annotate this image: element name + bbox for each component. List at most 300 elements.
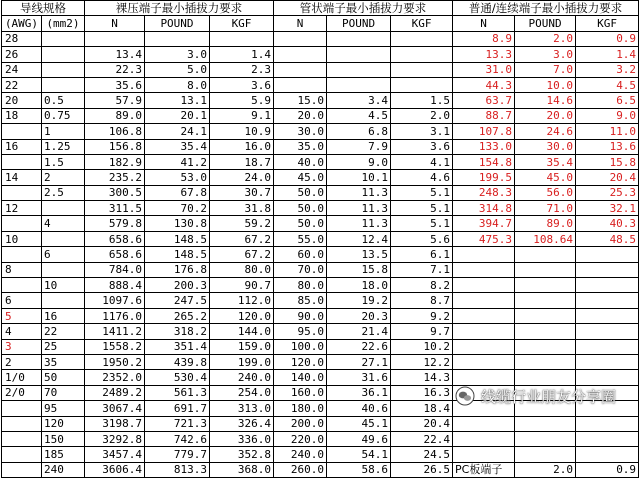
- cell-bare-n: 311.5: [85, 201, 145, 216]
- cell-common-kgf: 25.3: [576, 185, 639, 200]
- cell-common-pound: 30.0: [515, 139, 576, 154]
- watermark: [455, 383, 616, 409]
- cell-mm2: 2: [42, 170, 85, 185]
- cell-tube-kgf: 4.1: [391, 154, 453, 169]
- cell-tube-kgf: 9.2: [391, 308, 453, 323]
- header-unit-row: [2, 16, 639, 31]
- chat-bubble-icon: [455, 386, 475, 406]
- cell-common-n: 8.9: [453, 31, 515, 46]
- cell-bare-n: [85, 31, 145, 46]
- cell-common-kgf: 20.4: [576, 170, 639, 185]
- header-bare-n: N: [85, 16, 145, 31]
- cell-awg: [2, 462, 42, 477]
- cell-bare-pound: 742.6: [145, 431, 210, 446]
- cell-common-pound: 20.0: [515, 108, 576, 123]
- cell-mm2: 1.5: [42, 154, 85, 169]
- cell-bare-pound: 813.3: [145, 462, 210, 477]
- table-row: [2, 139, 639, 154]
- cell-awg: [2, 124, 42, 139]
- cell-common-n: [453, 431, 515, 446]
- cell-tube-pound: 11.3: [327, 201, 391, 216]
- table-row: [2, 62, 639, 77]
- cell-tube-pound: [327, 31, 391, 46]
- cell-bare-pound: 691.7: [145, 401, 210, 416]
- cell-common-kgf: 9.0: [576, 108, 639, 123]
- cell-bare-n: 1950.2: [85, 354, 145, 369]
- cell-mm2: 4: [42, 216, 85, 231]
- table-row: [2, 431, 639, 446]
- cell-awg: [2, 416, 42, 431]
- cell-common-kgf: [576, 308, 639, 323]
- table-row: [2, 77, 639, 92]
- cell-awg: 16: [2, 139, 42, 154]
- cell-common-n: [453, 293, 515, 308]
- cell-awg: [2, 185, 42, 200]
- cell-tube-pound: 22.6: [327, 339, 391, 354]
- cell-common-kgf: 48.5: [576, 231, 639, 246]
- cell-bare-n: 89.0: [85, 108, 145, 123]
- cell-bare-pound: 5.0: [145, 62, 210, 77]
- cell-tube-kgf: 2.0: [391, 108, 453, 123]
- cell-awg: 26: [2, 47, 42, 62]
- cell-bare-kgf: 16.0: [210, 139, 274, 154]
- cell-tube-n: 30.0: [274, 124, 327, 139]
- table-row: [2, 216, 639, 231]
- cell-tube-n: 160.0: [274, 385, 327, 400]
- cell-common-pound: 3.0: [515, 47, 576, 62]
- cell-bare-kgf: 9.1: [210, 108, 274, 123]
- cell-common-pound: [515, 278, 576, 293]
- cell-tube-pound: 21.4: [327, 324, 391, 339]
- cell-tube-kgf: 12.2: [391, 354, 453, 369]
- cell-common-n: 63.7: [453, 93, 515, 108]
- cell-tube-kgf: 4.6: [391, 170, 453, 185]
- cell-tube-kgf: 18.4: [391, 401, 453, 416]
- cell-tube-n: 70.0: [274, 262, 327, 277]
- cell-tube-kgf: [391, 31, 453, 46]
- cell-common-pound: [515, 431, 576, 446]
- cell-common-pound: [515, 293, 576, 308]
- header-common-kgf: KGF: [576, 16, 639, 31]
- cell-common-kgf: [576, 278, 639, 293]
- header-tube-n: N: [274, 16, 327, 31]
- cell-common-n: PC板端子: [453, 462, 515, 477]
- cell-bare-n: 658.6: [85, 247, 145, 262]
- cell-bare-pound: 176.8: [145, 262, 210, 277]
- cell-tube-n: 55.0: [274, 231, 327, 246]
- cell-bare-n: 2352.0: [85, 370, 145, 385]
- cell-bare-n: 3606.4: [85, 462, 145, 477]
- header-bare-pound: POUND: [145, 16, 210, 31]
- cell-bare-n: 156.8: [85, 139, 145, 154]
- cell-tube-pound: 13.5: [327, 247, 391, 262]
- cell-common-kgf: [576, 447, 639, 462]
- cell-awg: 24: [2, 62, 42, 77]
- cell-bare-pound: 530.4: [145, 370, 210, 385]
- cell-mm2: 1.25: [42, 139, 85, 154]
- cell-tube-pound: 54.1: [327, 447, 391, 462]
- cell-common-kgf: 0.9: [576, 31, 639, 46]
- cell-common-n: 88.7: [453, 108, 515, 123]
- header-bare-kgf: KGF: [210, 16, 274, 31]
- cell-common-pound: [515, 247, 576, 262]
- cell-tube-pound: [327, 47, 391, 62]
- cell-tube-kgf: 9.7: [391, 324, 453, 339]
- cell-common-kgf: 1.4: [576, 47, 639, 62]
- cell-common-pound: 89.0: [515, 216, 576, 231]
- cell-common-kgf: [576, 339, 639, 354]
- cell-tube-pound: 27.1: [327, 354, 391, 369]
- table-row: [2, 293, 639, 308]
- cell-tube-n: 120.0: [274, 354, 327, 369]
- cell-tube-kgf: 3.6: [391, 139, 453, 154]
- cell-common-n: [453, 308, 515, 323]
- cell-bare-pound: 439.8: [145, 354, 210, 369]
- cell-bare-kgf: 18.7: [210, 154, 274, 169]
- cell-common-pound: 14.6: [515, 93, 576, 108]
- cell-common-n: [453, 247, 515, 262]
- cell-common-n: [453, 416, 515, 431]
- cell-bare-n: 3198.7: [85, 416, 145, 431]
- cell-bare-pound: 721.3: [145, 416, 210, 431]
- cell-bare-pound: 41.2: [145, 154, 210, 169]
- cell-mm2: 22: [42, 324, 85, 339]
- cell-mm2: 25: [42, 339, 85, 354]
- cell-awg: [2, 154, 42, 169]
- cell-common-n: [453, 339, 515, 354]
- cell-awg: 5: [2, 308, 42, 323]
- cell-tube-pound: 40.6: [327, 401, 391, 416]
- cell-common-pound: 71.0: [515, 201, 576, 216]
- cell-tube-n: 50.0: [274, 185, 327, 200]
- cell-common-n: 31.0: [453, 62, 515, 77]
- header-tube-pound: POUND: [327, 16, 391, 31]
- cell-tube-kgf: 16.3: [391, 385, 453, 400]
- cell-bare-kgf: 80.0: [210, 262, 274, 277]
- cell-common-kgf: [576, 324, 639, 339]
- cell-common-kgf: 6.5: [576, 93, 639, 108]
- cell-bare-kgf: 336.0: [210, 431, 274, 446]
- cell-mm2: 10: [42, 278, 85, 293]
- cell-common-pound: [515, 416, 576, 431]
- cell-tube-pound: 12.4: [327, 231, 391, 246]
- cell-bare-kgf: 10.9: [210, 124, 274, 139]
- cell-common-pound: [515, 339, 576, 354]
- cell-awg: 28: [2, 31, 42, 46]
- cell-mm2: 0.5: [42, 93, 85, 108]
- cell-bare-n: 1558.2: [85, 339, 145, 354]
- cell-mm2: [42, 231, 85, 246]
- cell-bare-n: 784.0: [85, 262, 145, 277]
- cell-bare-n: 106.8: [85, 124, 145, 139]
- cell-bare-kgf: 159.0: [210, 339, 274, 354]
- cell-mm2: 185: [42, 447, 85, 462]
- cell-bare-kgf: 112.0: [210, 293, 274, 308]
- cell-tube-pound: [327, 77, 391, 92]
- cell-tube-kgf: 3.1: [391, 124, 453, 139]
- cell-common-n: 133.0: [453, 139, 515, 154]
- cell-mm2: 240: [42, 462, 85, 477]
- cell-common-kgf: 32.1: [576, 201, 639, 216]
- header-common-n: N: [453, 16, 515, 31]
- cell-awg: 4: [2, 324, 42, 339]
- cell-bare-kgf: 3.6: [210, 77, 274, 92]
- cell-tube-kgf: 20.4: [391, 416, 453, 431]
- cell-common-pound: [515, 324, 576, 339]
- cell-common-n: [453, 262, 515, 277]
- cell-common-n: [453, 324, 515, 339]
- cell-tube-n: 35.0: [274, 139, 327, 154]
- table-row: [2, 324, 639, 339]
- table-row: [2, 308, 639, 323]
- cell-mm2: 50: [42, 370, 85, 385]
- cell-bare-n: 182.9: [85, 154, 145, 169]
- header-common-group: 普通/连续端子最小插拔力要求: [453, 1, 639, 16]
- table-row: [2, 154, 639, 169]
- cell-bare-n: 579.8: [85, 216, 145, 231]
- cell-mm2: [42, 262, 85, 277]
- cell-awg: 12: [2, 201, 42, 216]
- cell-tube-kgf: 8.7: [391, 293, 453, 308]
- cell-bare-pound: 13.1: [145, 93, 210, 108]
- cell-bare-pound: 20.1: [145, 108, 210, 123]
- cell-tube-n: 260.0: [274, 462, 327, 477]
- table-row: [2, 416, 639, 431]
- cell-bare-pound: 148.5: [145, 247, 210, 262]
- cell-tube-kgf: 5.1: [391, 216, 453, 231]
- cell-awg: 10: [2, 231, 42, 246]
- cell-tube-n: 50.0: [274, 201, 327, 216]
- cell-bare-pound: [145, 31, 210, 46]
- table-row: [2, 447, 639, 462]
- cell-mm2: [42, 62, 85, 77]
- header-group-row: [2, 1, 639, 16]
- cell-bare-kgf: 31.8: [210, 201, 274, 216]
- cell-bare-kgf: [210, 31, 274, 46]
- cell-awg: 8: [2, 262, 42, 277]
- cell-common-kgf: [576, 354, 639, 369]
- cell-bare-pound: 318.2: [145, 324, 210, 339]
- cell-bare-kgf: 24.0: [210, 170, 274, 185]
- cell-common-kgf: 40.3: [576, 216, 639, 231]
- header-bare-group: 裸压端子最小插拔力要求: [85, 1, 274, 16]
- cell-bare-n: 300.5: [85, 185, 145, 200]
- cell-awg: 1/0: [2, 370, 42, 385]
- cell-bare-pound: 24.1: [145, 124, 210, 139]
- cell-bare-pound: 67.8: [145, 185, 210, 200]
- cell-mm2: 70: [42, 385, 85, 400]
- cell-tube-kgf: 7.1: [391, 262, 453, 277]
- cell-bare-pound: 351.4: [145, 339, 210, 354]
- cell-common-kgf: [576, 431, 639, 446]
- cell-bare-n: 35.6: [85, 77, 145, 92]
- cell-tube-kgf: 26.5: [391, 462, 453, 477]
- cell-tube-n: [274, 62, 327, 77]
- cell-common-n: 475.3: [453, 231, 515, 246]
- cell-awg: 2: [2, 354, 42, 369]
- cell-bare-kgf: 30.7: [210, 185, 274, 200]
- cell-mm2: 2.5: [42, 185, 85, 200]
- cell-common-pound: [515, 262, 576, 277]
- cell-common-kgf: 3.2: [576, 62, 639, 77]
- cell-tube-n: 220.0: [274, 431, 327, 446]
- cell-common-pound: 108.64: [515, 231, 576, 246]
- cell-bare-pound: 8.0: [145, 77, 210, 92]
- cell-bare-kgf: 67.2: [210, 247, 274, 262]
- cell-mm2: [42, 293, 85, 308]
- cell-awg: [2, 247, 42, 262]
- cell-tube-pound: 36.1: [327, 385, 391, 400]
- cell-bare-n: 2489.2: [85, 385, 145, 400]
- table-row: [2, 231, 639, 246]
- cell-tube-pound: 20.3: [327, 308, 391, 323]
- cell-bare-kgf: 240.0: [210, 370, 274, 385]
- cell-common-n: 44.3: [453, 77, 515, 92]
- header-tube-kgf: KGF: [391, 16, 453, 31]
- header-common-pound: POUND: [515, 16, 576, 31]
- table-row: [2, 170, 639, 185]
- cell-bare-pound: 265.2: [145, 308, 210, 323]
- cell-common-n: 107.8: [453, 124, 515, 139]
- cell-common-pound: 56.0: [515, 185, 576, 200]
- cell-common-pound: 7.0: [515, 62, 576, 77]
- cell-tube-kgf: 5.1: [391, 201, 453, 216]
- cell-common-kgf: [576, 416, 639, 431]
- cell-tube-n: 100.0: [274, 339, 327, 354]
- cell-tube-pound: 19.2: [327, 293, 391, 308]
- cell-tube-n: 20.0: [274, 108, 327, 123]
- cell-bare-kgf: 313.0: [210, 401, 274, 416]
- cell-bare-pound: 70.2: [145, 201, 210, 216]
- table-row: [2, 201, 639, 216]
- cell-mm2: 95: [42, 401, 85, 416]
- cell-common-n: [453, 354, 515, 369]
- cell-common-pound: 2.0: [515, 31, 576, 46]
- cell-bare-n: 658.6: [85, 231, 145, 246]
- cell-awg: 6: [2, 293, 42, 308]
- cell-bare-pound: 247.5: [145, 293, 210, 308]
- cell-common-pound: 35.4: [515, 154, 576, 169]
- cell-tube-kgf: 8.2: [391, 278, 453, 293]
- cell-tube-kgf: 22.4: [391, 431, 453, 446]
- table-row: [2, 462, 639, 477]
- cell-tube-n: 80.0: [274, 278, 327, 293]
- cell-bare-kgf: 2.3: [210, 62, 274, 77]
- cell-common-n: 314.8: [453, 201, 515, 216]
- cell-mm2: 150: [42, 431, 85, 446]
- cell-tube-kgf: [391, 77, 453, 92]
- table-row: [2, 185, 639, 200]
- cell-tube-pound: 49.6: [327, 431, 391, 446]
- table-row: [2, 47, 639, 62]
- cell-mm2: 6: [42, 247, 85, 262]
- cell-common-n: [453, 447, 515, 462]
- cell-tube-n: [274, 47, 327, 62]
- header-tube-group: 管状端子最小插拔力要求: [274, 1, 453, 16]
- header-mm2: (mm2): [42, 16, 85, 31]
- cell-tube-kgf: 5.1: [391, 185, 453, 200]
- table-row: [2, 31, 639, 46]
- cell-bare-n: 13.4: [85, 47, 145, 62]
- cell-tube-kgf: 6.1: [391, 247, 453, 262]
- table-row: [2, 93, 639, 108]
- table-row: [2, 278, 639, 293]
- cell-bare-n: 235.2: [85, 170, 145, 185]
- cell-tube-n: 50.0: [274, 216, 327, 231]
- cell-bare-kgf: 144.0: [210, 324, 274, 339]
- cell-common-pound: 24.6: [515, 124, 576, 139]
- cell-tube-pound: 7.9: [327, 139, 391, 154]
- cell-common-kgf: 13.6: [576, 139, 639, 154]
- cell-common-pound: [515, 308, 576, 323]
- cell-tube-kgf: [391, 62, 453, 77]
- cell-mm2: [42, 77, 85, 92]
- cell-tube-n: 40.0: [274, 154, 327, 169]
- cell-common-kgf: 0.9: [576, 462, 639, 477]
- table-row: [2, 124, 639, 139]
- cell-tube-n: 90.0: [274, 308, 327, 323]
- cell-tube-pound: 3.4: [327, 93, 391, 108]
- cell-awg: 22: [2, 77, 42, 92]
- cell-common-pound: [515, 447, 576, 462]
- cell-mm2: [42, 47, 85, 62]
- cell-tube-pound: [327, 62, 391, 77]
- cell-tube-pound: 11.3: [327, 216, 391, 231]
- cell-common-pound: 2.0: [515, 462, 576, 477]
- cell-bare-kgf: 90.7: [210, 278, 274, 293]
- cell-common-kgf: 4.5: [576, 77, 639, 92]
- table-row: [2, 354, 639, 369]
- cell-tube-n: 45.0: [274, 170, 327, 185]
- cell-bare-pound: 200.3: [145, 278, 210, 293]
- cell-common-n: 199.5: [453, 170, 515, 185]
- cell-tube-n: 95.0: [274, 324, 327, 339]
- cell-tube-pound: 11.3: [327, 185, 391, 200]
- cell-bare-n: 3292.8: [85, 431, 145, 446]
- cell-bare-kgf: 5.9: [210, 93, 274, 108]
- header-awg: (AWG): [2, 16, 42, 31]
- cell-bare-n: 1411.2: [85, 324, 145, 339]
- cell-common-n: 248.3: [453, 185, 515, 200]
- cell-tube-n: 60.0: [274, 247, 327, 262]
- watermark-text: 线缆行业朋友分享圈: [481, 387, 617, 406]
- cell-tube-kgf: 24.5: [391, 447, 453, 462]
- cell-tube-n: [274, 77, 327, 92]
- cell-tube-pound: 45.1: [327, 416, 391, 431]
- cell-mm2: 120: [42, 416, 85, 431]
- cell-tube-n: 140.0: [274, 370, 327, 385]
- header-size-group: 导线规格: [2, 1, 85, 16]
- cell-bare-pound: 53.0: [145, 170, 210, 185]
- cell-mm2: 1: [42, 124, 85, 139]
- cell-bare-pound: 35.4: [145, 139, 210, 154]
- cell-awg: 3: [2, 339, 42, 354]
- cell-awg: [2, 431, 42, 446]
- cell-mm2: [42, 201, 85, 216]
- cell-tube-pound: 58.6: [327, 462, 391, 477]
- cell-tube-pound: 9.0: [327, 154, 391, 169]
- cell-bare-kgf: 67.2: [210, 231, 274, 246]
- cell-bare-kgf: 199.0: [210, 354, 274, 369]
- table-row: [2, 247, 639, 262]
- cell-common-n: [453, 278, 515, 293]
- cell-awg: [2, 401, 42, 416]
- table-row: [2, 108, 639, 123]
- cell-bare-pound: 779.7: [145, 447, 210, 462]
- cell-common-kgf: [576, 262, 639, 277]
- cell-bare-n: 3457.4: [85, 447, 145, 462]
- cell-common-kgf: [576, 293, 639, 308]
